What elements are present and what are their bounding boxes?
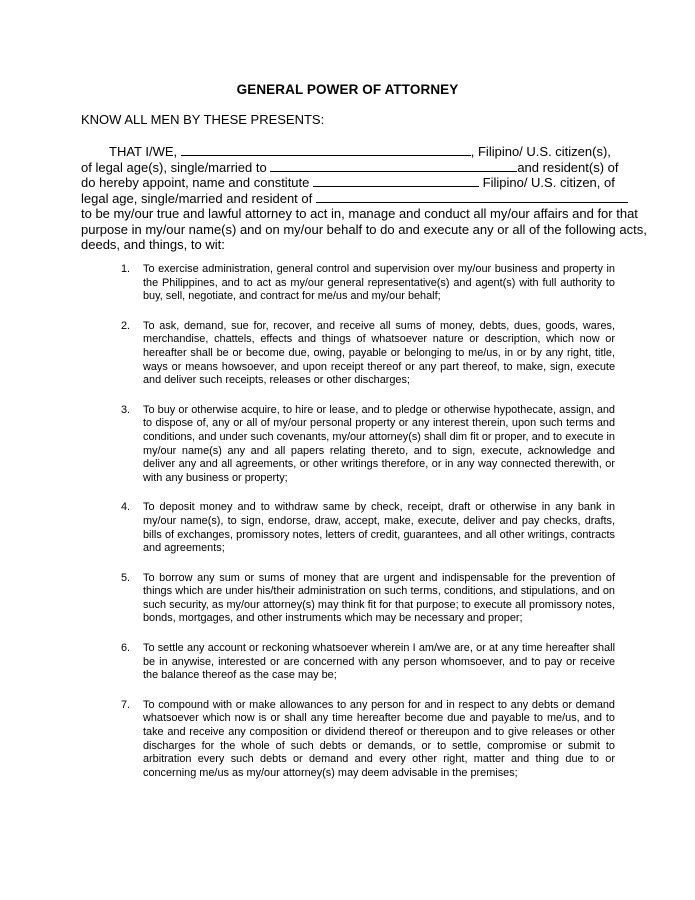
preamble-line3-end: Filipino/ U.S. citizen, of [482, 175, 615, 190]
list-item [121, 699, 615, 781]
preamble-line-1 [81, 144, 626, 160]
preamble [81, 144, 647, 253]
item-text: To borrow any sum or sums of money that are urgent and indispensable for the prevention of things which are under his/their administration on such terms, conditions, and stipulations, and on such security, as my/our attorney(s) may think fit for that purpose; to execute all promissory notes, bonds, mortgages, and other instruments which may be necessary and proper; [143, 571, 615, 625]
list-item [121, 572, 615, 626]
residence-blank[interactable] [316, 191, 628, 203]
list-item [121, 501, 615, 555]
list-item [121, 320, 615, 388]
item-number: 7. [121, 698, 131, 711]
powers-list [121, 263, 615, 796]
preamble-line1-start: THAT I/WE, [109, 144, 178, 159]
preamble-line-2 [81, 160, 626, 176]
preamble-line4-start: legal age, single/married and resident of [81, 190, 313, 206]
item-text: To deposit money and to withdraw same by check, receipt, draft or otherwise in any bank in my/our name(s), to sign, endorse, draw, accept, make, execute, deliver and pay checks, drafts, bills of exchanges, promissory notes, letters of credit, guarantees, and all other writings, contracts and agreements; [143, 501, 615, 555]
list-item [121, 642, 615, 683]
item-number: 3. [121, 403, 131, 416]
item-number: 4. [121, 501, 131, 514]
preamble-line1-end: , Filipino/ U.S. citizen(s), [470, 144, 611, 159]
spouse-blank[interactable] [270, 160, 517, 172]
item-text: To buy or otherwise acquire, to hire or lease, and to pledge or otherwise hypothecate, assign, and to dispose of, any or all of my/our personal property or any interest therein, upon such terms and conditions, and under such covenants, my/our attorney(s) shall dim fit or proper, and to execute in my/our name(s) any and all papers relating thereto, and to sign, execute, acknowledge and deliver any and all agreements, or other writings therefore, or in any way connected therewith, or with any business or property; [143, 403, 615, 484]
name-blank[interactable] [181, 144, 471, 156]
item-number: 5. [121, 571, 131, 584]
preamble-line-5: to be my/our true and lawful attorney to act in, manage and conduct all my/our affairs and for that [81, 206, 638, 221]
item-number: 2. [121, 319, 131, 332]
document-title: GENERAL POWER OF ATTORNEY [236, 82, 459, 97]
item-text: To ask, demand, sue for, recover, and receive all sums of money, debts, dues, goods, wares, merchandise, chattels, effects and things of whatsoever nature or description, which now or hereafter shall be or become due, owing, payable or belonging to me/us, in or by any right, title, ways or means howsoever, and upon receipt thereof or any part thereof, to make, sign, execute and deliver such receipts, releases or other discharges; [143, 319, 615, 387]
preamble-line2-start: of legal age(s), single/married to [81, 159, 267, 175]
item-text: To settle any account or reckoning whatsoever wherein I am/we are, or at any time hereafter shall be in anywise, interested or are concerned with any person whomsoever, and to pay or receive the balance thereof as the case may be; [143, 642, 615, 682]
item-number: 1. [121, 263, 131, 275]
preamble-line2-end: and resident(s) of [517, 159, 619, 175]
attorney-name-blank[interactable] [313, 175, 479, 187]
list-item [121, 263, 615, 304]
preamble-line-4 [81, 191, 626, 207]
preamble-line-7: deeds, and things, to wit: [81, 237, 225, 252]
item-text: To exercise administration, general control and supervision over my/our business and property in the Philippines, and to act as my/our general representative(s) and agent(s) with full authority to buy, sell, negotiate, and contract for me/us and my/our behalf; [143, 263, 615, 303]
preamble-line-6: purpose in my/our name(s) and on my/our behalf to do and execute any or all of the following acts, [81, 221, 647, 237]
preamble-line3-start: do hereby appoint, name and constitute [81, 175, 310, 190]
item-text: To compound with or make allowances to any person for and in respect to any debts or demand whatsoever which now is or shall any time hereafter become due and payable to me/us, and to take and receive any composition or dividend thereof or thereupon and to give releases or other discharges for the whole of such debts or demands, or to settle, compromise or submit to arbitration every such debts or demand and every other right, matter and thing due to or concerning me/us as my/our attorney(s) may deem advisable in the premises; [143, 698, 615, 779]
item-number: 6. [121, 642, 131, 655]
list-item [121, 404, 615, 486]
salutation: KNOW ALL MEN BY THESE PRESENTS: [81, 112, 325, 127]
preamble-line-3 [81, 175, 626, 191]
